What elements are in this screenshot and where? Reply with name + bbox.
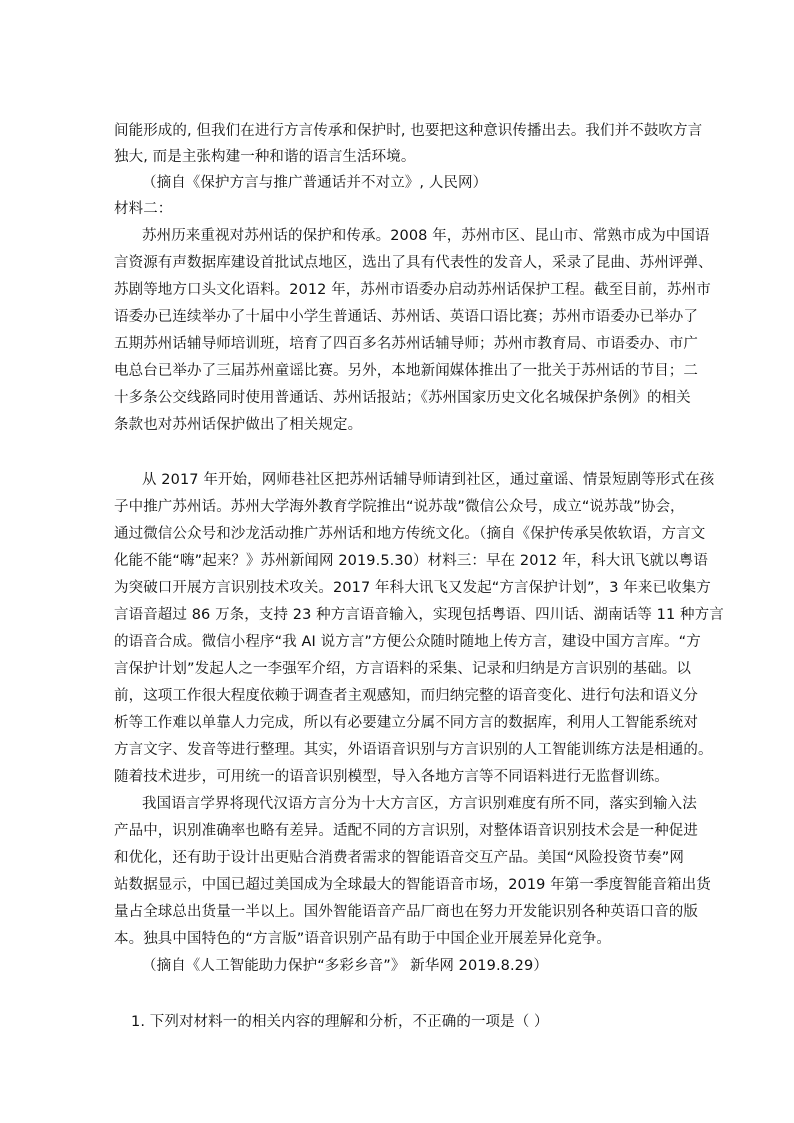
paragraph-line: 苏剧等地方口头文化语料。2012 年，苏州市语委办启动苏州话保护工程。截至目前，苏州市 (114, 282, 711, 298)
paragraph-line: 的语音合成。微信小程序“我 AI 说方言”方便公众随时随地上传方言，建设中国方言库。“方 (114, 634, 701, 650)
paragraph-line: 五期苏州话辅导师培训班，培育了四百多名苏州话辅导师；苏州市教育局、市语委办、市广 (114, 336, 698, 352)
paragraph-line: 析等工作难以单靠人力完成，所以有必要建立分属不同方言的数据库，利用人工智能系统对 (114, 715, 698, 731)
paragraph-line: 化能不能“嗨”起来？》苏州新闻网 2019.5.30）材料三：早在 2012 年，科大讯飞就以粤语 (114, 553, 708, 569)
paragraph-line: 苏州历来重视对苏州话的保护和传承。2008 年，苏州市区、昆山市、常熟市成为中国语 (142, 228, 710, 244)
citation-line: （摘自《人工智能助力保护“多彩乡音”》 新华网 2019.8.29） (142, 958, 548, 974)
paragraph-line: 言资源有声数据库建设首批试点地区，选出了具有代表性的发音人，采录了昆曲、苏州评弹、 (114, 255, 713, 271)
paragraph-line: 言语音超过 86 万条，支持 23 种方言语音输入，实现包括粤语、四川话、湖南话等 11 种方言 (114, 607, 724, 623)
paragraph-line: 间能形成的, 但我们在进行方言传承和保护时, 也要把这种意识传播出去。我们并不鼓吹方言 (114, 123, 703, 139)
paragraph-line: 电总台已举办了三届苏州童谣比赛。另外，本地新闻媒体推出了一批关于苏州话的节目；二 (114, 363, 698, 379)
paragraph-line: 前，这项工作很大程度依赖于调查者主观感知，而归纳完整的语音变化、进行句法和语义分 (114, 688, 698, 704)
citation-line: （摘自《保护方言与推广普通话并不对立》, 人民网） (142, 175, 488, 191)
paragraph-line: 十多条公交线路同时使用普通话、苏州话报站；《苏州国家历史文化名城保护条例》的相关 (114, 390, 691, 406)
paragraph-line: 我国语言学界将现代汉语方言分为十大方言区，方言识别难度有所不同，落实到输入法 (142, 796, 697, 812)
paragraph-line: 站数据显示，中国已超过美国成为全球最大的智能语音市场，2019 年第一季度智能音箱出货 (114, 877, 711, 893)
question-line: 1. 下列对材料一的相关内容的理解和分析，不正确的一项是（ ） (131, 1014, 549, 1030)
paragraph-line: 产品中，识别准确率也略有差异。适配不同的方言识别，对整体语音识别技术会是一种促进 (114, 823, 698, 839)
paragraph-line: 言保护计划”发起人之一李强军介绍，方言语料的采集、记录和归纳是方言识别的基础。以 (114, 661, 692, 677)
paragraph-line: 为突破口开展方言识别技术攻关。2017 年科大讯飞又发起“方言保护计划”，3 年来已收集方 (114, 580, 711, 596)
paragraph-line: 随着技术进步，可用统一的语音识别模型，导入各地方言等不同语料进行无监督训练。 (114, 769, 669, 785)
paragraph-line: 方言文字、发音等进行整理。其实，外语语音识别与方言识别的人工智能训练方法是相通的。 (114, 742, 713, 758)
paragraph-line: 从 2017 年开始，网师巷社区把苏州话辅导师请到社区，通过童谣、情景短剧等形式在孩 (142, 472, 715, 488)
paragraph-line: 独大, 而是主张构建一种和谐的语言生活环境。 (114, 149, 416, 165)
paragraph-line: 语委办已连续举办了十届中小学生普通话、苏州话、英语口语比赛；苏州市语委办已举办了 (114, 309, 698, 325)
paragraph-line: 条款也对苏州话保护做出了相关规定。 (114, 417, 363, 433)
paragraph-line: 子中推广苏州话。苏州大学海外教育学院推出“说苏哉”微信公众号，成立“说苏哉”协会， (114, 499, 685, 515)
paragraph-line: 通过微信公众号和沙龙活动推广苏州话和地方传统文化。（摘自《保护传承吴侬软语，方言文 (114, 526, 706, 542)
section-heading: 材料二： (114, 201, 173, 217)
paragraph-line: 量占全球总出货量一半以上。国外智能语音产品厂商也在努力开发能识别各种英语口音的版 (114, 904, 698, 920)
paragraph-line: 本。独具中国特色的“方言版”语音识别产品有助于中国企业开展差异化竞争。 (114, 931, 612, 947)
paragraph-line: 和优化，还有助于设计出更贴合消费者需求的智能语音交互产品。美国“风险投资节奏”网 (114, 850, 685, 866)
